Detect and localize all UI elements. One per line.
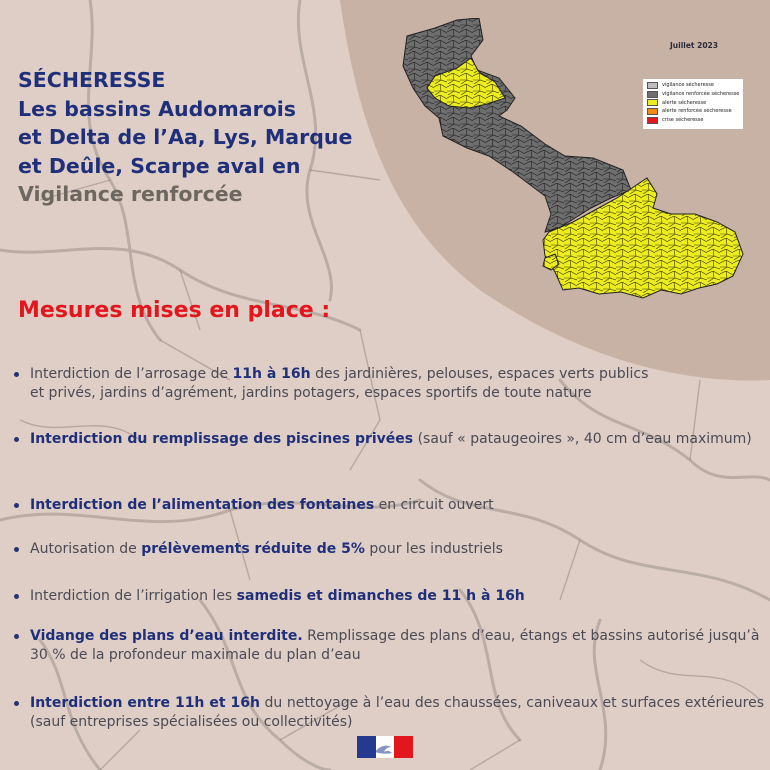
bullet-icon [14, 547, 19, 552]
legend-label: vigilance sécheresse [662, 82, 714, 89]
list-item [14, 365, 764, 403]
bullet-icon [14, 594, 19, 599]
title-line: SÉCHERESSE [18, 68, 166, 92]
measures-heading: Mesures mises en place : [18, 298, 331, 323]
bullet-icon [14, 503, 19, 508]
legend-item [647, 90, 739, 99]
legend-swatch [647, 99, 658, 106]
measure-text: Interdiction de l’alimentation des fontaines en circuit ouvert [30, 497, 494, 513]
legend-item [647, 81, 739, 90]
bullet-icon [14, 634, 19, 639]
legend-swatch [647, 82, 658, 89]
map-legend [643, 79, 743, 129]
title-line: Les bassins Audomarois [18, 96, 297, 121]
legend-item [647, 116, 739, 125]
legend-item [647, 107, 739, 116]
measure-text: Interdiction entre 11h et 16h du nettoyage à l’eau des chaussées, caniveaux et surfaces extérieures (sauf entreprises spécialisées ou collectivités) [30, 695, 764, 730]
legend-label: vigilance renforcée sécheresse [662, 91, 740, 98]
title-line: et Deûle, Scarpe aval en [18, 153, 301, 178]
bullet-icon [14, 437, 19, 442]
legend-label: alerte sécheresse [662, 99, 707, 106]
bullet-icon [14, 701, 19, 706]
drought-map [395, 18, 745, 308]
list-item [14, 430, 764, 449]
list-item [14, 587, 764, 606]
zone-vigilance-renforcee [403, 18, 631, 232]
measure-text: Interdiction de l’arrosage de 11h à 16h des jardinières, pelouses, espaces verts publics et privés, jardins d’agrément, jardins potagers, espaces sportifs de toute nature [30, 366, 649, 401]
legend-item [647, 98, 739, 107]
list-item [14, 694, 764, 732]
legend-label: crise sécheresse [662, 117, 704, 124]
measure-text: Vidange des plans d’eau interdite. Remplissage des plans d’eau, étangs et bassins autorisé jusqu’à 30 % de la profondeur maximale du plan d’eau [30, 628, 760, 663]
measure-text: Autorisation de prélèvements réduite de 5% pour les industriels [30, 541, 503, 557]
title-status: Vigilance renforcée [18, 182, 243, 206]
list-item [14, 496, 764, 515]
list-item [14, 627, 764, 665]
map-date: Juillet 2023 [670, 41, 718, 50]
measure-text: Interdiction du remplissage des piscines privées (sauf « pataugeoires », 40 cm d’eau maximum) [30, 431, 752, 447]
page-title [18, 66, 378, 209]
bullet-icon [14, 372, 19, 377]
legend-swatch [647, 117, 658, 124]
legend-swatch [647, 91, 658, 98]
measure-text: Interdiction de l’irrigation les samedis et dimanches de 11 h à 16h [30, 588, 525, 604]
title-line: et Delta de l’Aa, Lys, Marque [18, 125, 353, 149]
legend-swatch [647, 108, 658, 115]
list-item [14, 540, 764, 559]
republique-francaise-flag-logo [357, 736, 413, 758]
legend-label: alerte renforcée sécheresse [662, 108, 732, 115]
